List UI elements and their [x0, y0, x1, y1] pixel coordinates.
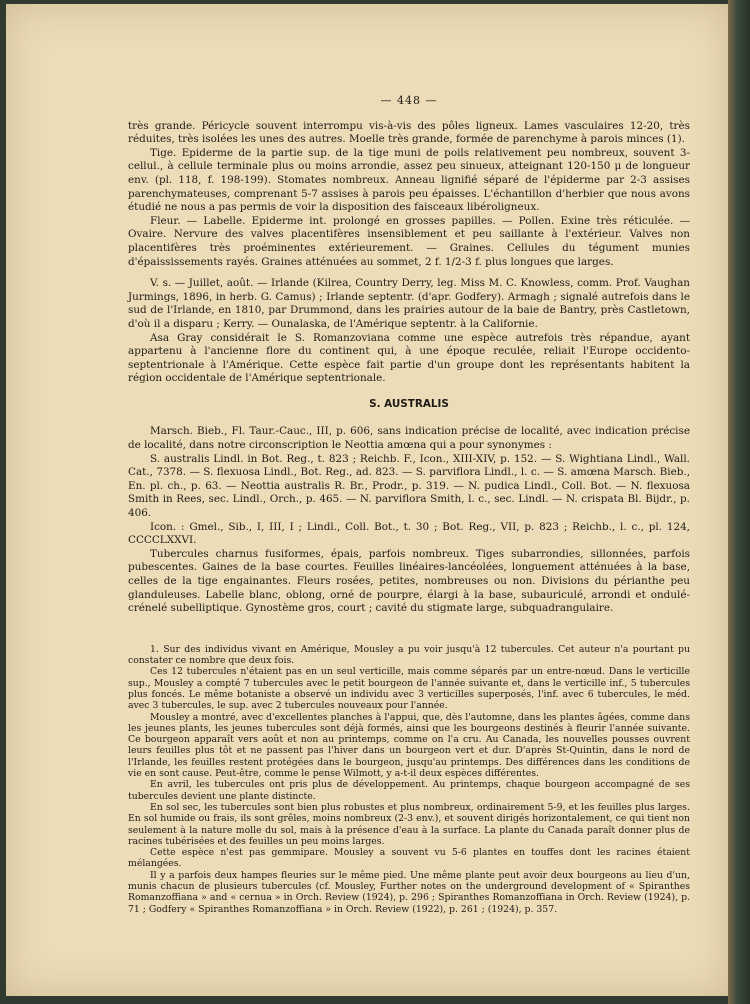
- book-binding: [728, 0, 750, 1004]
- paragraph-synonyms: S. australis Lindl. in Bot. Reg., t. 823 ; Reichb. F., Icon., XIII-XIV, p. 152. — S. Wightiana Lindl., Wall. Cat., 7378. — S. flexuosa Lindl., Bot. Reg., ad. 823. — S. parviflora Lindl., l. c. — S. amœna Marsch. Bieb., En. pl. ch., p. 63. — Neottia australis R. Br., Prodr., p. 319. — N. pudica Lindl., Coll. Bot. — N. flexuosa Smith in Rees, sec. Lindl., Orch., p. 465. — N. parviflora Smith, l. c., sec. Lindl. — N. crispata Bl. Bijdr., p. 406.: [128, 452, 690, 520]
- footnotes: [128, 644, 690, 915]
- paragraph-distribution: V. s. — Juillet, août. — Irlande (Kilrea, Country Derry, leg. Miss M. C. Knowless, comm. Prof. Vaughan Jurmings, 1896, in herb. G. Camus) ; Irlande septentr. (d'apr. Godfery). Armagh ; signalé autrefois dans le sud de l'Irlande, en 1810, par Drummond, dans les prairies autour de la baie de Bantry, près Castletown, d'où il a disparu ; Kerry. — Ounalaska, de l'Amérique septentr. à la Californie.: [128, 277, 690, 330]
- footnote-6: Cette espèce n'est pas gemmipare. Mousley a souvent vu 5-6 plantes en touffes dont les racines étaient mélangées.: [128, 847, 690, 870]
- paragraph-marsch: Marsch. Bieb., Fl. Taur.-Cauc., III, p. 606, sans indication précise de localité, avec indication précise de localité, dans notre circonscription le Neottia amœna qui a pour synonymes :: [128, 425, 690, 452]
- page-text: [128, 94, 690, 915]
- paragraph-tige: Tige. Epiderme de la partie sup. de la tige muni de poils relativement peu nombreux, souvent 3-cellul., à cellule terminale plus ou moins arrondie, assez peu sinueux, atteignant 120-150 μ de longueur env. (pl. 118, f. 198-199). Stomates nombreux. Anneau lignifié séparé de l'épiderme par 2-3 assises parenchymateuses, comprenant 5-7 assises à parois peu épaisses. L'échantillon d'herbier que nous avons étudié ne nous a pas permis de voir la disposition des faisceaux libéroligneux.: [128, 146, 690, 214]
- paragraph-pericycle: très grande. Péricycle souvent interrompu vis-à-vis des pôles ligneux. Lames vasculaires 12-20, très réduites, très isolées les unes des autres. Moelle très grande, formée de parenchyme à parois minces (1).: [128, 119, 690, 146]
- footnote-7: Il y a parfois deux hampes fleuries sur le même pied. Une même plante peut avoir deux bourgeons au lieu d'un, munis chacun de plusieurs tubercules (cf. Mousley, Further notes on the underground development of « Spiranthes Romanzoffiana » and « cernua » in Orch. Review (1924), p. 296 ; Spiranthes Romanzoffiana in Orch. Review (1924), p. 71 ; Godfery « Spiranthes Romanzoffiana » in Orch. Review (1922), p. 261 ; (1924), p. 357.: [128, 869, 690, 915]
- footnote-4: En avril, les tubercules ont pris plus de développement. Au printemps, chaque bourgeon accompagné de ses tubercules devient une plante distincte.: [128, 779, 690, 802]
- section-heading: S. AUSTRALIS: [369, 397, 449, 410]
- paragraph-icon: Icon. : Gmel., Sib., I, III, I ; Lindl., Coll. Bot., t. 30 ; Bot. Reg., VII, p. 823 ; Reichb., l. c., pl. 124, CCCCLXXVI.: [128, 520, 690, 547]
- paragraph-asa-gray: Asa Gray considérait le S. Romanzoviana comme une espèce autrefois très répandue, ayant appartenu à l'ancienne flore du continent qui, à une époque reculée, reliait l'Europe occidento-septentrionale à l'Amérique. Cette espèce fait partie d'un groupe dont les représentants habitent la région occidentale de l'Amérique septentrionale.: [128, 331, 690, 385]
- footnote-2: Ces 12 tubercules n'étaient pas en un seul verticille, mais comme séparés par un entre-nœud. Dans le verticille sup., Mousley a compté 7 tubercules avec le petit bourgeon de l'année suivante et, dans le verticille inf., 5 tubercules plus foncés. Le même botaniste a observé un individu avec 3 verticilles superposés, l'inf. avec 6 tubercules, le méd. avec 3 tubercules, le sup. avec 2 tubercules nouveaux pour l'année.: [128, 666, 690, 712]
- page-number: — 448 —: [380, 94, 438, 107]
- paragraph-description: Tubercules charnus fusiformes, épais, parfois nombreux. Tiges subarrondies, sillonnées, parfois pubescentes. Gaines de la base courtes. Feuilles linéaires-lancéolées, longuement atténuées à la base, celles de la tige engainantes. Fleurs rosées, petites, nombreuses ou non. Divisions du périanthe peu glanduleuses. Labelle blanc, oblong, orné de pourpre, élargi à la base, subauriculé, arrondi et ondulé-crénelé subelliptique. Gynostème gros, court ; cavité du stigmate large, subquadrangulaire.: [128, 547, 690, 615]
- footnote-1: 1. Sur des individus vivant en Amérique, Mousley a pu voir jusqu'à 12 tubercules. Cet auteur n'a pourtant pu constater ce nombre que deux fois.: [128, 643, 690, 667]
- footnote-3: Mousley a montré, avec d'excellentes planches à l'appui, que, dès l'automne, dans les plantes âgées, comme dans les jeunes plants, les jeunes tubercules sont déjà formés, ainsi que les bourgeons destinés à fleurir l'année suivante. Ce bourgeon apparaît vers août et non au printemps, comme on l'a cru. Au Canada, les nouvelles pousses ouvrent leurs feuilles plus tôt et ne passent pas l'hiver dans un bourgeon vert et dur. D'après St-Quintin, dans le nord de l'Irlande, les feuilles restent protégées dans le bourgeon, jusqu'au printemps. Des différences dans les conditions de vie en sont cause. Peut-être, comme le pense Wilmott, y a-t-il deux espèces différentes.: [128, 711, 690, 780]
- footnote-5: En sol sec, les tubercules sont bien plus robustes et plus nombreux, ordinairement 5-9, et les feuilles plus larges. En sol humide ou frais, ils sont grêles, moins nombreux (2-3 env.), et souvent dirigés horizontalement, ce qui tient non seulement à la nature molle du sol, mais à la présence d'eau à la surface. La plante du Canada paraît donner plus de racines tubérisées et des feuilles un peu moins larges.: [128, 801, 690, 847]
- paragraph-fleur: Fleur. — Labelle. Epiderme int. prolongé en grosses papilles. — Pollen. Exine très réticulée. — Ovaire. Nervure des valves placentifères insensiblement et peu saillante à l'extérieur. Valves non placentifères très proéminentes extérieurement. — Graines. Cellules du tégument munies d'épaississements rayés. Graines atténuées au sommet, 2 f. 1/2-3 f. plus longues que larges.: [128, 214, 690, 268]
